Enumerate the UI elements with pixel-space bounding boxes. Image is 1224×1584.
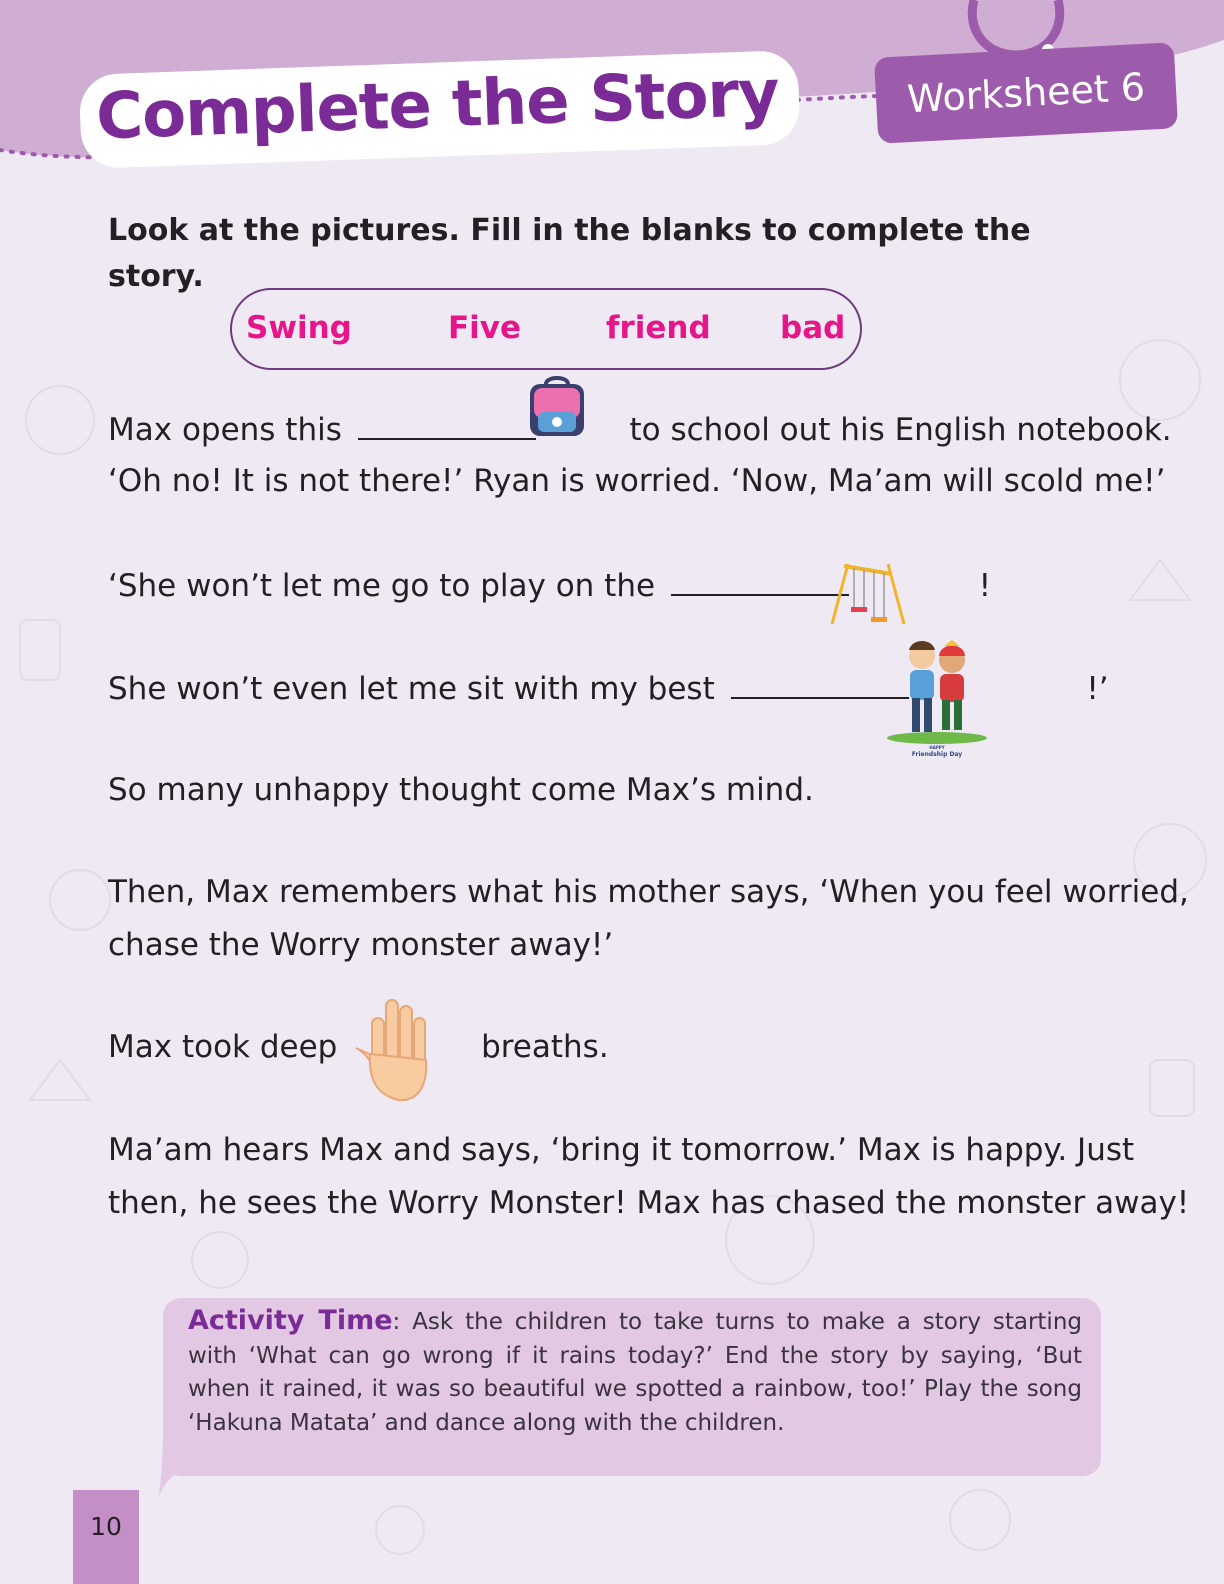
friends-caption	[900, 744, 974, 758]
school-bag-icon	[524, 374, 590, 440]
activity-body: : Ask the children to take turns to make a story starting with ‘What can go wrong if it rains today?’ End the story by saying, ‘But when it rained, it was so beautiful we spotted a rainbow, too!’ Play the song ‘Hakuna Matata’ and dance along with the children.	[188, 1309, 1082, 1436]
word-bank-item: Swing	[246, 310, 352, 346]
story-text: Max took deep	[108, 1029, 338, 1065]
word-bank	[230, 288, 862, 370]
activity-box-tail	[148, 1440, 188, 1500]
story-text: then, he sees the Worry Monster! Max has chased the monster away!	[108, 1185, 1190, 1221]
word-bank-item: bad	[780, 310, 846, 346]
story-text: breaths.	[481, 1029, 609, 1065]
activity-text	[188, 1304, 1082, 1440]
fill-blank[interactable]	[358, 402, 536, 440]
title-wrap	[82, 56, 801, 169]
friends-caption-line: Friendship Day	[911, 751, 963, 758]
worksheet-label: Worksheet 6	[905, 64, 1147, 122]
story-text: chase the Worry monster away!’	[108, 927, 614, 963]
worksheet-tab	[874, 42, 1178, 144]
page-number: 10	[90, 1512, 122, 1541]
word-bank-item: Five	[448, 310, 522, 346]
word-bank-item: friend	[606, 310, 711, 346]
instruction-text: Look at the pictures. Fill in the blanks to complete the story.	[108, 213, 1031, 294]
story-text: to school out his English notebook.	[629, 412, 1172, 448]
story-text: Then, Max remembers what his mother says, ‘When you feel worried,	[108, 874, 1189, 910]
story-text: ‘Oh no! It is not there!’ Ryan is worried. ‘Now, Ma’am will scold me!’	[108, 463, 1166, 499]
story-text: Max opens this	[108, 412, 342, 448]
open-hand-icon	[350, 996, 440, 1108]
story-text: She won’t even let me sit with my best	[108, 671, 715, 707]
fill-blank[interactable]	[671, 558, 849, 596]
story-text: Ma’am hears Max and says, ‘bring it tomorrow.’ Max is happy. Just	[108, 1132, 1135, 1168]
swing-icon	[826, 560, 910, 626]
page-title: Complete the Story	[79, 50, 801, 169]
story-text: ‘She won’t let me go to play on the	[108, 568, 656, 604]
story-text: So many unhappy thought come Max’s mind.	[108, 772, 814, 808]
story-text: !	[978, 568, 992, 604]
story-line-1	[108, 402, 1172, 457]
story-line-2	[108, 558, 1108, 613]
story-text: !’	[1086, 671, 1109, 707]
activity-label: Activity Time	[188, 1305, 393, 1336]
friends-icon	[884, 636, 990, 746]
story-line-6	[108, 1021, 1108, 1074]
friends-caption-line: HAPPY	[929, 745, 945, 750]
fill-blank[interactable]	[731, 661, 909, 699]
